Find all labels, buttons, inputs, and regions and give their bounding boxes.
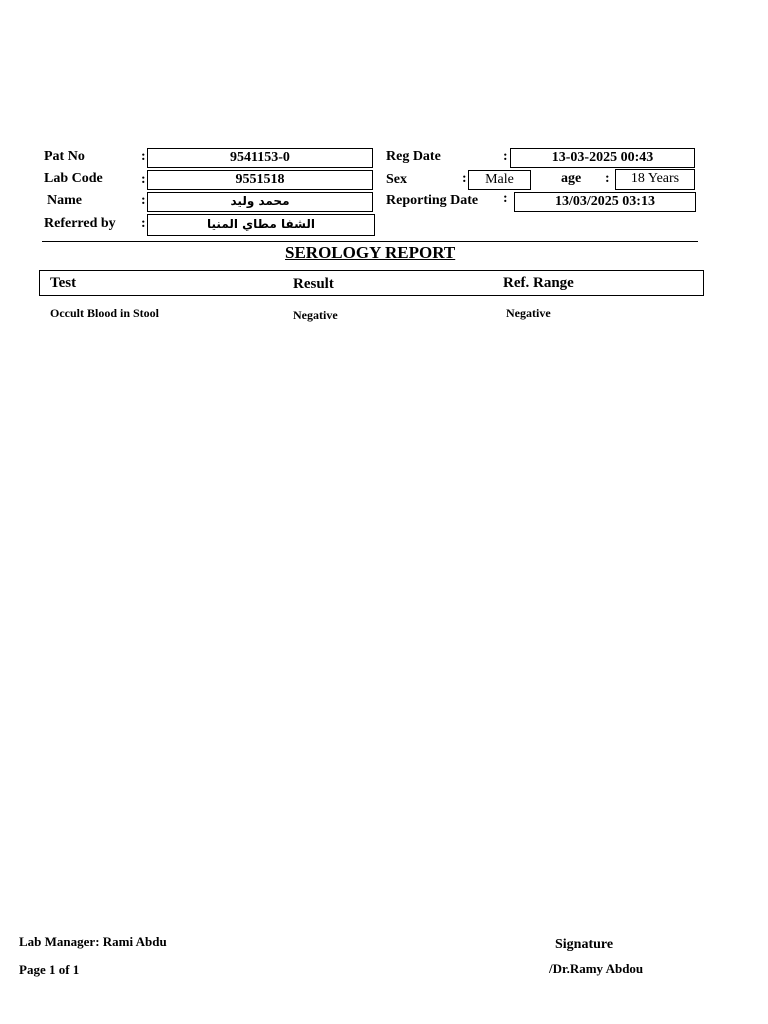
- age-colon: :: [605, 171, 610, 186]
- column-header-result: Result: [293, 276, 334, 292]
- report-title: SEROLOGY REPORT: [285, 243, 456, 262]
- referred-by-value: الشفا مطاي المنيا: [147, 214, 375, 236]
- sex-colon: :: [462, 171, 467, 186]
- reporting-date-colon: :: [503, 191, 508, 206]
- referred-by-label: Referred by: [44, 216, 116, 231]
- age-label: age: [561, 171, 582, 186]
- reporting-date-label: Reporting Date: [386, 193, 479, 208]
- name-colon: :: [141, 193, 146, 208]
- lab-code-colon: :: [141, 172, 146, 187]
- lab-code-value: 9551518: [147, 170, 373, 190]
- reg-date-value: 13-03-2025 00:43: [510, 148, 695, 168]
- name-label: Name: [47, 193, 82, 208]
- row-ref-range: Negative: [506, 306, 551, 320]
- reporting-date-value: 13/03/2025 03:13: [514, 192, 696, 212]
- age-value: 18 Years: [615, 169, 695, 190]
- pat-no-label: Pat No: [44, 149, 85, 164]
- reg-date-label: Reg Date: [386, 149, 441, 164]
- column-header-ref-range: Ref. Range: [503, 275, 574, 291]
- lab-manager: Lab Manager: Rami Abdu: [19, 934, 167, 949]
- lab-code-label: Lab Code: [44, 171, 103, 186]
- page-number: Page 1 of 1: [19, 962, 80, 977]
- reg-date-colon: :: [503, 149, 508, 164]
- header-divider: [42, 241, 698, 242]
- table-header: [39, 270, 704, 296]
- row-result: Negative: [293, 308, 338, 322]
- referred-by-colon: :: [141, 216, 146, 231]
- column-header-test: Test: [50, 275, 77, 291]
- row-test: Occult Blood in Stool: [50, 306, 160, 320]
- pat-no-colon: :: [141, 149, 146, 164]
- doctor-name: /Dr.Ramy Abdou: [549, 961, 644, 976]
- name-value: محمد وليد: [147, 192, 373, 212]
- sex-value: Male: [468, 170, 531, 190]
- sex-label: Sex: [386, 172, 407, 187]
- pat-no-value: 9541153-0: [147, 148, 373, 168]
- signature-label: Signature: [555, 937, 614, 952]
